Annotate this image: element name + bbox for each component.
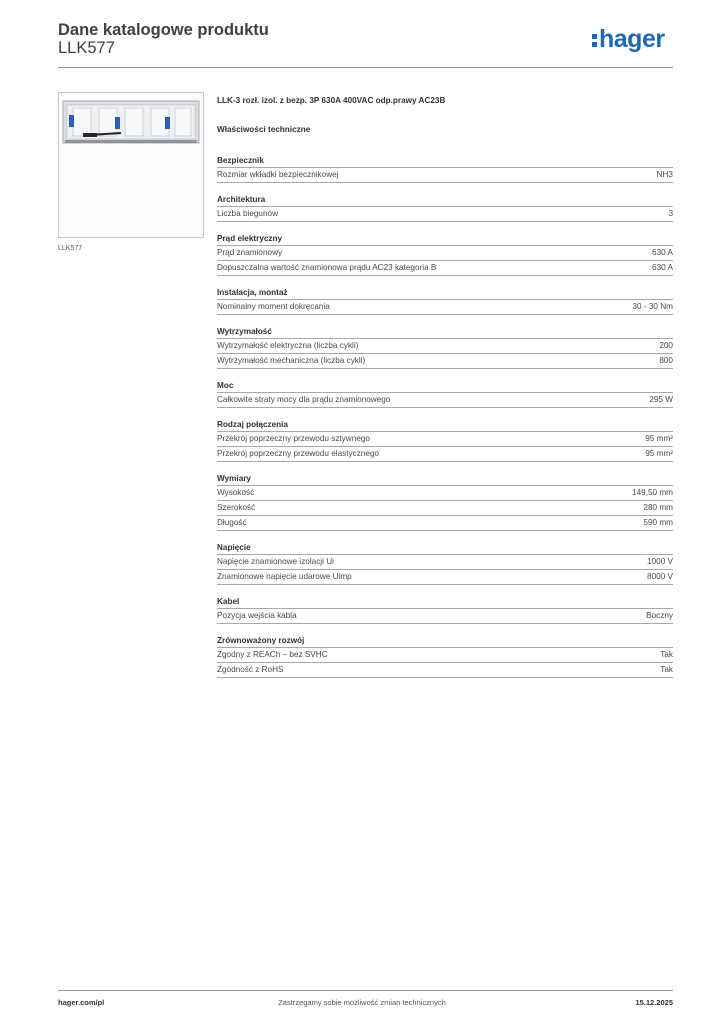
spec-label: Napięcie znamionowe izolacji Ui [217,557,334,566]
group-rows [217,245,673,276]
product-description: LLK-3 rozł. izol. z bezp. 3P 630A 400VAC odp.prawy AC23B [217,96,446,105]
spec-row [217,569,673,585]
spec-label: Długość [217,518,247,527]
spec-label: Pozycja wejścia kabla [217,611,297,620]
spec-row [217,515,673,531]
spec-row [217,167,673,183]
spec-group [217,286,673,315]
group-rows [217,299,673,315]
logo-text: hager [599,25,665,53]
document-title: Dane katalogowe produktu [58,21,269,39]
group-rows [217,608,673,624]
group-rows [217,647,673,678]
spec-row [217,299,673,315]
spec-value: NH3 [656,170,673,179]
group-title: Kabel [217,597,240,606]
footer-notice: Zastrzegamy sobie możliwość zmian technicznych [278,998,446,1007]
image-caption: LLK577 [58,245,83,252]
group-title: Architektura [217,195,266,204]
spec-row [217,500,673,515]
footer-website-link[interactable]: hager.com/pl [58,998,105,1007]
group-title: Napięcie [217,543,251,552]
spec-group [217,232,673,276]
group-title: Wymiary [217,474,251,483]
spec-row [217,353,673,369]
spec-row [217,338,673,353]
spec-value: 200 [659,341,673,350]
spec-row [217,485,673,500]
spec-label: Wytrzymałość elektryczna (liczba cykli) [217,341,359,350]
spec-row [217,446,673,462]
group-title: Bezpiecznik [217,156,264,165]
spec-value: 590 mm [643,518,673,527]
spec-row [217,647,673,662]
group-rows [217,392,673,408]
spec-row [217,662,673,678]
spec-group [217,634,673,678]
spec-group [217,154,673,183]
spec-group [217,472,673,531]
spec-group [217,379,673,408]
spec-row [217,260,673,276]
spec-group [217,325,673,369]
spec-row [217,608,673,624]
spec-label: Rozmiar wkładki bezpiecznikowej [217,170,339,179]
header-divider [58,67,673,68]
spec-value: 280 mm [643,503,673,512]
spec-value: 8000 V [647,572,673,581]
spec-value: 800 [659,356,673,365]
spec-value: 630 A [652,263,673,272]
spec-label: Całkowite straty mocy dla prądu znamionowego [217,395,391,404]
spec-value: Boczny [646,611,673,620]
spec-groups [217,154,673,678]
spec-value: Tak [660,650,673,659]
group-rows [217,206,673,222]
group-title: Instalacja, montaż [217,288,288,297]
group-rows [217,485,673,531]
spec-value: 95 mm² [645,449,673,458]
spec-label: Dopuszczalna wartość znamionowa prądu AC23 kategoria B [217,263,437,272]
spec-label: Szerokość [217,503,256,512]
spec-value: 149,50 mm [632,488,673,497]
group-title: Rodzaj połączenia [217,420,288,429]
group-rows [217,431,673,462]
spec-group [217,595,673,624]
product-image [58,92,204,238]
spec-label: Wytrzymałość mechaniczna (liczba cykli) [217,356,366,365]
spec-value: 95 mm² [645,434,673,443]
spec-row [217,392,673,408]
hager-logo[interactable] [592,27,665,52]
spec-group [217,418,673,462]
spec-label: Przekrój poprzeczny przewodu sztywnego [217,434,370,443]
footer-divider [58,990,673,991]
group-rows [217,167,673,183]
spec-value: 30 - 30 Nm [632,302,673,311]
spec-group [217,541,673,585]
spec-label: Znamionowe napięcie udarowe Uimp [217,572,352,581]
group-rows [217,338,673,369]
spec-label: Nominalny moment dokręcania [217,302,330,311]
group-title: Moc [217,381,234,390]
spec-value: 1000 V [647,557,673,566]
spec-label: Przekrój poprzeczny przewodu elastycznego [217,449,380,458]
specification-table [217,96,673,678]
spec-value: 630 A [652,248,673,257]
spec-label: Zgodny z REACh – bez SVHC [217,650,328,659]
spec-group [217,193,673,222]
spec-label: Liczba biegunów [217,209,278,218]
spec-row [217,206,673,222]
spec-label: Wysokość [217,488,255,497]
group-title: Prąd elektryczny [217,234,283,243]
spec-value: 295 W [649,395,673,404]
spec-row [217,554,673,569]
spec-value: Tak [660,665,673,674]
spec-row [217,431,673,446]
spec-value: 3 [668,209,673,218]
spec-label: Prąd znamionowy [217,248,283,257]
group-rows [217,554,673,585]
group-title: Wytrzymałość [217,327,272,336]
group-title: Zrównoważony rozwój [217,636,305,645]
spec-label: Zgodność z RoHS [217,665,284,674]
product-code: LLK577 [58,39,115,57]
spec-row [217,245,673,260]
logo-colon-icon [592,33,597,48]
section-heading: Właściwości techniczne [217,125,311,134]
footer-date: 15.12.2025 [635,998,673,1007]
